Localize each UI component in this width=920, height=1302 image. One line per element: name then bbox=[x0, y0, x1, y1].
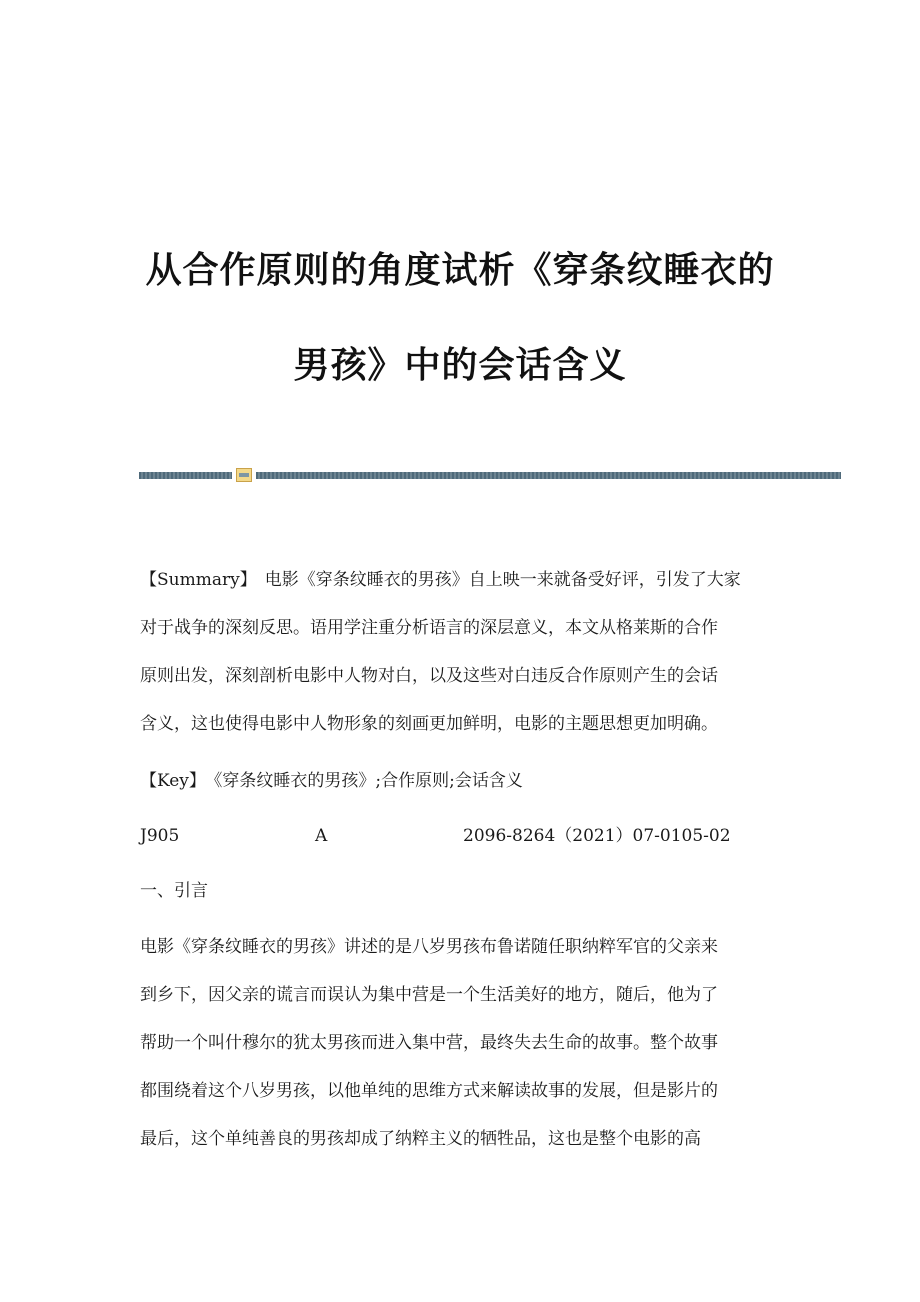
page-title-line-2: 男孩》中的会话含义 bbox=[293, 345, 627, 387]
summary-line-2: 对于战争的深刻反思。语用学注重分析语言的深层意义，本文从格莱斯的合作 bbox=[140, 618, 718, 638]
keywords-text: 《穿条纹睡衣的男孩》;合作原则;会话含义 bbox=[213, 771, 523, 791]
document-code: A bbox=[315, 826, 328, 846]
divider-bar-right bbox=[256, 472, 841, 479]
body-line-1: 电影《穿条纹睡衣的男孩》讲述的是八岁男孩布鲁诺随任职纳粹军官的父亲来 bbox=[140, 937, 718, 957]
summary-text: 电影《穿条纹睡衣的男孩》自上映一来就备受好评，引发了大家 bbox=[264, 570, 741, 590]
summary-label: 【Summary】 bbox=[140, 570, 257, 590]
body-line-5: 最后，这个单纯善良的男孩却成了纳粹主义的牺牲品，这也是整个电影的高 bbox=[140, 1129, 701, 1149]
summary-line-4: 含义，这也使得电影中人物形象的刻画更加鲜明，电影的主题思想更加明确。 bbox=[140, 714, 718, 734]
keywords-line bbox=[140, 769, 523, 793]
title-divider bbox=[139, 468, 841, 482]
summary-line-3: 原则出发，深刻剖析电影中人物对白，以及这些对白违反合作原则产生的会话 bbox=[140, 666, 718, 686]
body-line-3: 帮助一个叫什穆尔的犹太男孩而进入集中营，最终失去生命的故事。整个故事 bbox=[140, 1033, 718, 1053]
clc-number: J905 bbox=[140, 826, 180, 846]
section-heading: 一、引言 bbox=[140, 881, 208, 901]
page-title-line-1: 从合作原则的角度试析《穿条纹睡衣的 bbox=[145, 250, 775, 292]
body-line-4: 都围绕着这个八岁男孩，以他单纯的思维方式来解读故事的发展，但是影片的 bbox=[140, 1081, 718, 1101]
divider-bar-left bbox=[139, 472, 232, 479]
summary-line-1 bbox=[140, 568, 741, 592]
divider-ornament-icon bbox=[236, 468, 252, 482]
body-line-2: 到乡下，因父亲的谎言而误认为集中营是一个生活美好的地方，随后，他为了 bbox=[140, 985, 718, 1005]
keywords-label: 【Key】 bbox=[140, 771, 206, 791]
article-id: 2096-8264（2021）07-0105-02 bbox=[463, 826, 731, 846]
